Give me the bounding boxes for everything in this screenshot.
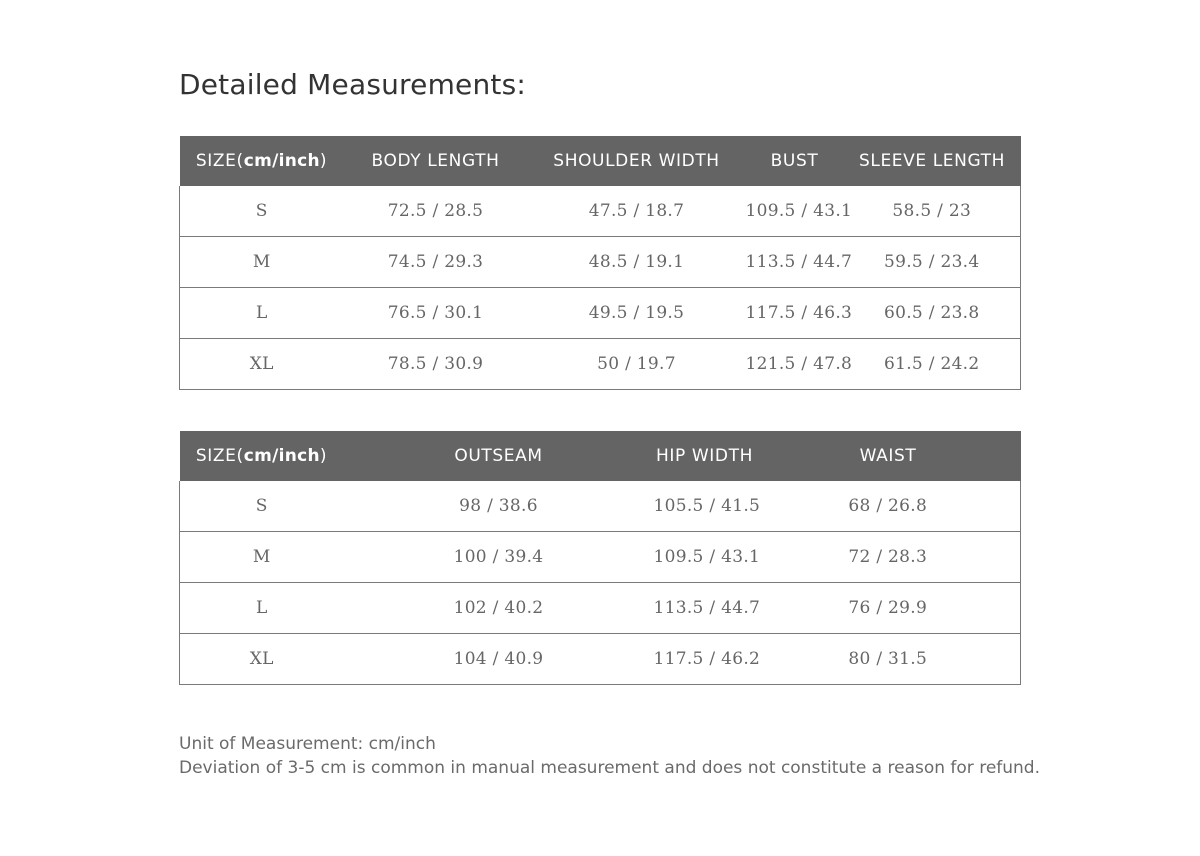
sleeve-length-cell: 61.5 / 24.2 (844, 339, 1021, 390)
sleeve-length-cell: 58.5 / 23 (844, 186, 1021, 237)
table-row (180, 288, 1021, 339)
size-column-header: SIZE(cm/inch) (180, 431, 344, 481)
table-row (180, 532, 1021, 583)
body-length-cell: 76.5 / 30.1 (344, 288, 528, 339)
size-label: SIZE (195, 446, 237, 466)
table-row (180, 186, 1021, 237)
size-cell: XL (180, 339, 344, 390)
table-row (180, 481, 1021, 532)
hip-width-cell: 117.5 / 46.2 (654, 634, 756, 685)
column-header-bust: BUST (746, 136, 844, 186)
sleeve-length-cell: 59.5 / 23.4 (844, 237, 1021, 288)
waist-cell: 80 / 31.5 (756, 634, 1021, 685)
column-header-shoulder-width: SHOULDER WIDTH (528, 136, 746, 186)
bust-cell: 109.5 / 43.1 (746, 186, 844, 237)
table-header-row (180, 431, 1021, 481)
size-cell: S (180, 186, 344, 237)
size-cell: L (180, 583, 344, 634)
body-length-cell: 74.5 / 29.3 (344, 237, 528, 288)
shoulder-width-cell: 47.5 / 18.7 (528, 186, 746, 237)
outseam-cell: 102 / 40.2 (344, 583, 654, 634)
bust-cell: 117.5 / 46.3 (746, 288, 844, 339)
table-row (180, 583, 1021, 634)
shoulder-width-cell: 48.5 / 19.1 (528, 237, 746, 288)
size-cell: L (180, 288, 344, 339)
body-length-cell: 78.5 / 30.9 (344, 339, 528, 390)
top-measurement-table (179, 136, 1021, 390)
column-header-waist: WAIST (756, 431, 1021, 481)
hip-width-cell: 113.5 / 44.7 (654, 583, 756, 634)
outseam-cell: 100 / 39.4 (344, 532, 654, 583)
column-header-sleeve-length: SLEEVE LENGTH (844, 136, 1021, 186)
size-column-header: SIZE(cm/inch) (180, 136, 344, 186)
size-cell: S (180, 481, 344, 532)
size-label: SIZE (195, 151, 237, 171)
bust-cell: 113.5 / 44.7 (746, 237, 844, 288)
size-unit: cm/inch (243, 151, 320, 171)
outseam-cell: 98 / 38.6 (344, 481, 654, 532)
hip-width-cell: 105.5 / 41.5 (654, 481, 756, 532)
unit-note: Unit of Measurement: cm/inch (179, 734, 436, 754)
column-header-outseam: OUTSEAM (344, 431, 654, 481)
table-header-row (180, 136, 1021, 186)
table-row (180, 634, 1021, 685)
body-length-cell: 72.5 / 28.5 (344, 186, 528, 237)
hip-width-cell: 109.5 / 43.1 (654, 532, 756, 583)
table-row (180, 237, 1021, 288)
size-cell: M (180, 237, 344, 288)
waist-cell: 76 / 29.9 (756, 583, 1021, 634)
bottom-measurement-table (179, 431, 1021, 685)
page-title: Detailed Measurements: (179, 68, 527, 101)
waist-cell: 68 / 26.8 (756, 481, 1021, 532)
sleeve-length-cell: 60.5 / 23.8 (844, 288, 1021, 339)
outseam-cell: 104 / 40.9 (344, 634, 654, 685)
size-unit: cm/inch (243, 446, 320, 466)
bust-cell: 121.5 / 47.8 (746, 339, 844, 390)
size-cell: M (180, 532, 344, 583)
shoulder-width-cell: 49.5 / 19.5 (528, 288, 746, 339)
shoulder-width-cell: 50 / 19.7 (528, 339, 746, 390)
table-row (180, 339, 1021, 390)
column-header-hip-width: HIP WIDTH (654, 431, 756, 481)
size-cell: XL (180, 634, 344, 685)
column-header-body-length: BODY LENGTH (344, 136, 528, 186)
deviation-note: Deviation of 3-5 cm is common in manual measurement and does not constitute a reason for refund. (179, 758, 1041, 778)
waist-cell: 72 / 28.3 (756, 532, 1021, 583)
